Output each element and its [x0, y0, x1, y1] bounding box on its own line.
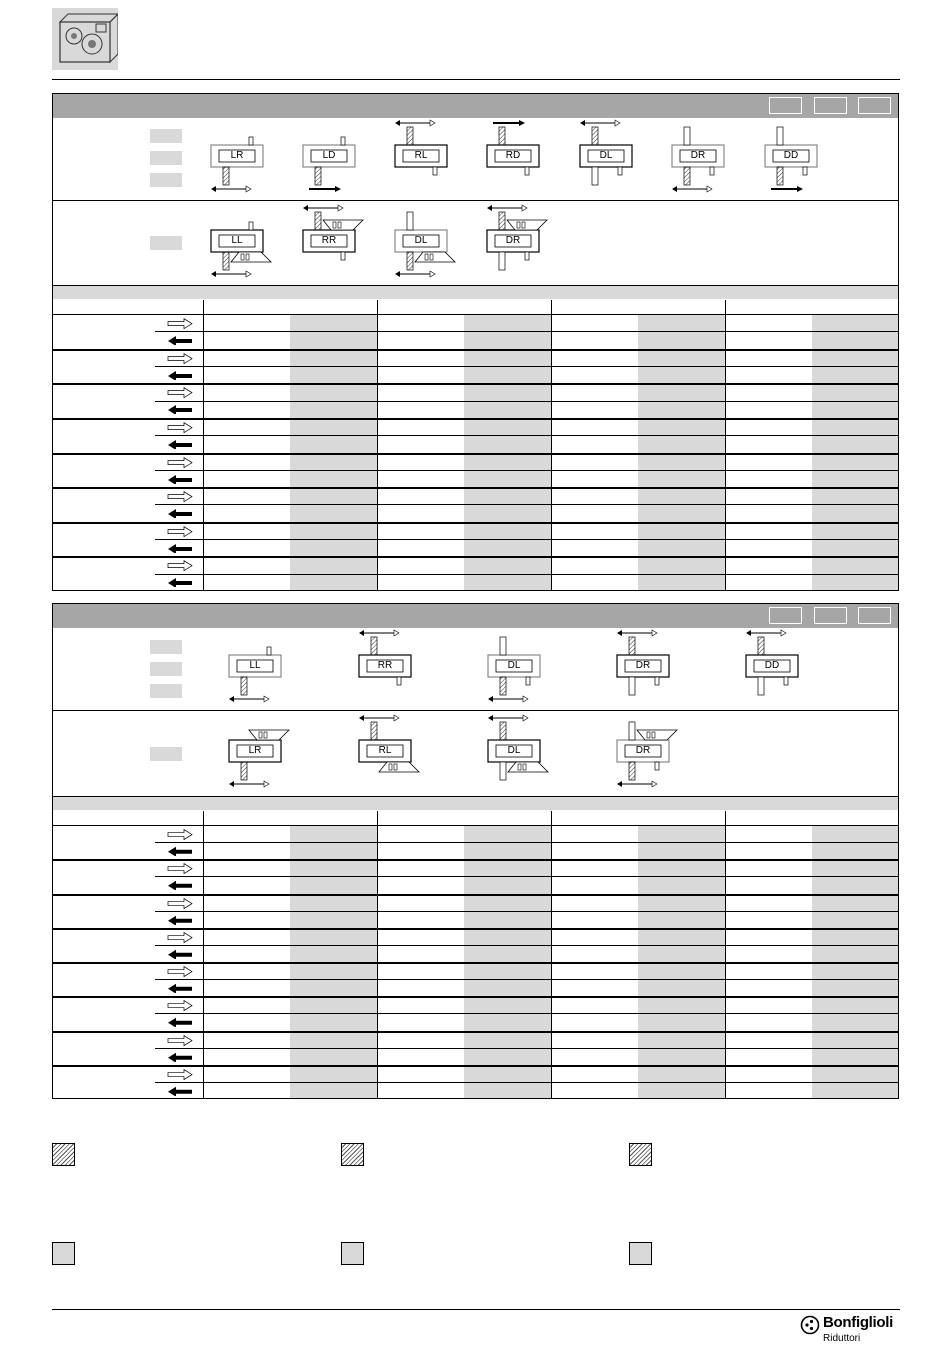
arrangement-diagram [201, 204, 291, 289]
row-divider [155, 911, 899, 912]
direction-arrows-icon [166, 523, 194, 553]
arrangement-code: LD [322, 150, 336, 161]
brand-mark-icon [800, 1315, 820, 1335]
direction-arrows-icon [166, 826, 194, 856]
column-divider [377, 300, 378, 591]
arrangement-code: LR [230, 150, 244, 161]
arrangement-code: LL [249, 660, 261, 671]
row-divider [155, 876, 899, 877]
direction-arrows-icon [166, 384, 194, 414]
arrangement-section-2 [52, 603, 899, 1099]
footer-rule [52, 1309, 900, 1310]
arrangement-code: DL [414, 235, 428, 246]
size-tag [769, 607, 802, 624]
arrangement-code: DR [635, 745, 651, 756]
config-swatch [150, 151, 182, 165]
row-divider [155, 470, 899, 471]
row-divider [155, 401, 899, 402]
column-divider [203, 300, 204, 591]
plain-legend-swatch [629, 1242, 652, 1265]
arrangement-code: DL [599, 150, 613, 161]
arrangement-diagram [349, 714, 439, 799]
arrangement-diagram [736, 629, 826, 714]
column-divider [725, 811, 726, 1099]
size-tag [858, 97, 891, 114]
config-swatch [150, 684, 182, 698]
size-tag [858, 607, 891, 624]
arrangement-diagram [219, 629, 309, 714]
config-swatch [150, 747, 182, 761]
direction-arrows-icon [166, 488, 194, 518]
config-swatch [150, 640, 182, 654]
arrangement-diagram [201, 119, 291, 204]
direction-arrows-icon [166, 1032, 194, 1062]
table-header-band [53, 285, 898, 299]
direction-arrows-icon [166, 350, 194, 380]
arrangement-diagram [478, 629, 568, 714]
row-divider [155, 1048, 899, 1049]
row-divider [155, 435, 899, 436]
direction-arrows-icon [166, 454, 194, 484]
row-divider [155, 1082, 899, 1083]
shaft-data-table [53, 300, 898, 591]
arrangement-diagram [219, 714, 309, 799]
direction-arrows-icon [166, 860, 194, 890]
table-header-band [53, 796, 898, 810]
row-divider [155, 504, 899, 505]
arrangement-diagram [662, 119, 752, 204]
arrangement-diagram [477, 119, 567, 204]
arrangement-section-1 [52, 93, 899, 591]
arrangement-diagram [293, 119, 383, 204]
column-divider [377, 811, 378, 1099]
direction-arrows-icon [166, 997, 194, 1027]
arrangement-diagram [349, 629, 439, 714]
config-swatch [150, 173, 182, 187]
direction-arrows-icon [166, 315, 194, 345]
column-divider [203, 811, 204, 1099]
size-tag [814, 607, 847, 624]
arrangement-code: RR [321, 235, 337, 246]
row-divider [155, 366, 899, 367]
direction-arrows-icon [166, 557, 194, 587]
direction-arrows-icon [166, 1066, 194, 1096]
size-tag [814, 97, 847, 114]
arrangement-diagram [478, 714, 568, 799]
brand-subtitle: Riduttori [823, 1333, 861, 1344]
row-divider [155, 539, 899, 540]
arrangement-code: RL [378, 745, 392, 756]
arrangement-code: RD [505, 150, 521, 161]
arrangement-diagram [570, 119, 660, 204]
arrangement-diagram [607, 629, 697, 714]
config-swatch [150, 129, 182, 143]
arrangement-diagram [755, 119, 845, 204]
row-divider [155, 842, 899, 843]
row-divider [53, 285, 898, 286]
arrangement-code: DD [764, 660, 780, 671]
brand-name: Bonfiglioli [823, 1314, 894, 1331]
arrangement-diagram [385, 119, 475, 204]
column-divider [551, 811, 552, 1099]
arrangement-code: LR [248, 745, 262, 756]
arrangement-diagram [293, 204, 383, 289]
row-divider [155, 945, 899, 946]
header-rule [52, 79, 900, 80]
hatched-legend-swatch [341, 1143, 364, 1166]
size-tag [769, 97, 802, 114]
arrangement-code: DR [690, 150, 706, 161]
hatched-legend-swatch [629, 1143, 652, 1166]
direction-arrows-icon [166, 895, 194, 925]
row-divider [155, 1013, 899, 1014]
arrangement-code: DR [505, 235, 521, 246]
arrangement-diagram [385, 204, 475, 289]
product-thumbnail [52, 8, 118, 70]
shaft-data-table [53, 811, 898, 1099]
plain-legend-swatch [341, 1242, 364, 1265]
config-swatch [150, 236, 182, 250]
plain-legend-swatch [52, 1242, 75, 1265]
arrangement-code: LL [231, 235, 243, 246]
column-divider [551, 300, 552, 591]
arrangement-code: DR [635, 660, 651, 671]
gearbox-icon [52, 8, 118, 70]
direction-arrows-icon [166, 963, 194, 993]
row-divider [155, 331, 899, 332]
arrangement-code: RL [414, 150, 428, 161]
config-swatch [150, 662, 182, 676]
row-divider [155, 574, 899, 575]
arrangement-diagram [607, 714, 697, 799]
arrangement-code: RR [377, 660, 393, 671]
direction-arrows-icon [166, 929, 194, 959]
row-divider [53, 796, 898, 797]
direction-arrows-icon [166, 419, 194, 449]
arrangement-code: DD [783, 150, 799, 161]
arrangement-diagram [477, 204, 567, 289]
arrangement-code: DL [507, 745, 521, 756]
arrangement-code: DL [507, 660, 521, 671]
row-divider [155, 979, 899, 980]
hatched-legend-swatch [52, 1143, 75, 1166]
column-divider [725, 300, 726, 591]
